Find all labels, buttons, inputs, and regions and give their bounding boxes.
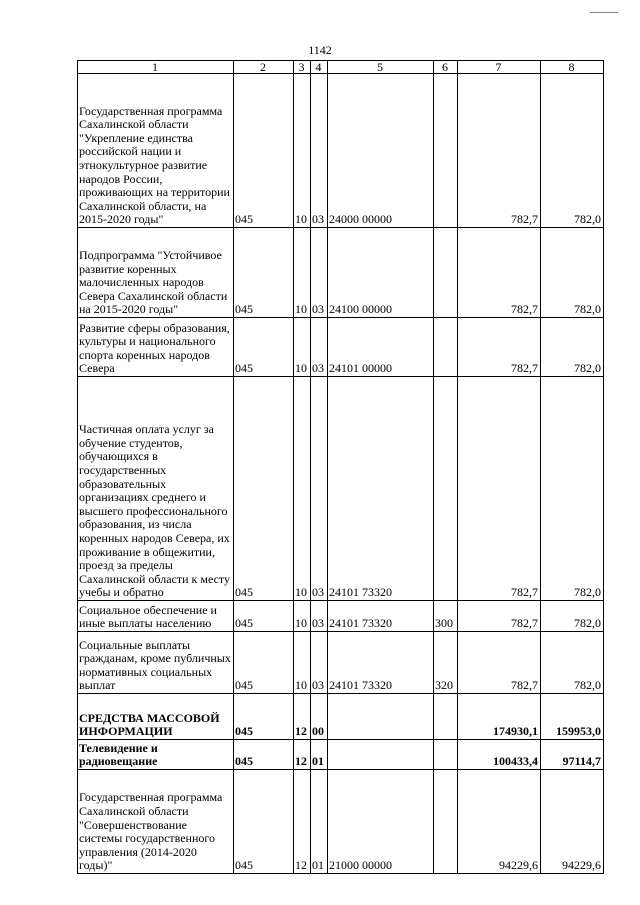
header-row: [78, 61, 604, 74]
table-row: [78, 740, 604, 770]
row-name: Телевидение и радиовещание: [78, 740, 234, 770]
row-ministry: 045: [234, 770, 294, 874]
row-amount-2019: 782,7: [458, 601, 541, 632]
row-amount-2020: 782,0: [541, 601, 604, 632]
row-ministry: 045: [234, 601, 294, 632]
row-name: Социальные выплаты гражданам, кроме публичных нормативных социальных выплат: [78, 632, 234, 694]
row-expense-type: [434, 694, 458, 740]
column-header: 4: [311, 61, 328, 74]
row-subsection: 03: [311, 632, 328, 694]
row-target: 24101 73320: [328, 377, 434, 601]
corner-mark: [590, 12, 618, 13]
row-target: 24101 73320: [328, 601, 434, 632]
row-subsection: 03: [311, 601, 328, 632]
table-row: [78, 770, 604, 874]
row-subsection: 01: [311, 740, 328, 770]
row-amount-2020: 782,0: [541, 377, 604, 601]
row-target: 24100 00000: [328, 228, 434, 318]
row-amount-2020: 94229,6: [541, 770, 604, 874]
row-amount-2020: 782,0: [541, 74, 604, 228]
row-subsection: 03: [311, 228, 328, 318]
row-subsection: 01: [311, 770, 328, 874]
table-row: [78, 377, 604, 601]
row-subsection: 00: [311, 694, 328, 740]
row-section: 12: [294, 770, 311, 874]
row-amount-2019: 94229,6: [458, 770, 541, 874]
row-target: 24101 00000: [328, 318, 434, 377]
row-section: 10: [294, 601, 311, 632]
column-header: 7: [458, 61, 541, 74]
row-amount-2020: 782,0: [541, 318, 604, 377]
row-expense-type: [434, 74, 458, 228]
column-header: 6: [434, 61, 458, 74]
row-section: 10: [294, 377, 311, 601]
row-ministry: 045: [234, 632, 294, 694]
row-subsection: 03: [311, 318, 328, 377]
row-target: 24000 00000: [328, 74, 434, 228]
row-section: 12: [294, 740, 311, 770]
row-section: 10: [294, 228, 311, 318]
row-expense-type: [434, 740, 458, 770]
row-ministry: 045: [234, 694, 294, 740]
row-amount-2020: 97114,7: [541, 740, 604, 770]
row-ministry: 045: [234, 74, 294, 228]
row-expense-type: 320: [434, 632, 458, 694]
row-amount-2019: 782,7: [458, 318, 541, 377]
row-section: 10: [294, 632, 311, 694]
row-expense-type: [434, 228, 458, 318]
row-amount-2019: 782,7: [458, 632, 541, 694]
column-header: 8: [541, 61, 604, 74]
row-ministry: 045: [234, 318, 294, 377]
row-amount-2019: 100433,4: [458, 740, 541, 770]
table-row: [78, 632, 604, 694]
row-expense-type: [434, 770, 458, 874]
row-amount-2020: 159953,0: [541, 694, 604, 740]
row-name: Социальное обеспечение и иные выплаты населению: [78, 601, 234, 632]
row-section: 10: [294, 318, 311, 377]
row-target: 24101 73320: [328, 632, 434, 694]
row-amount-2020: 782,0: [541, 632, 604, 694]
row-amount-2019: 782,7: [458, 74, 541, 228]
table-row: [78, 228, 604, 318]
row-name: Подпрограмма "Устойчивое развитие коренных малочисленных народов Севера Сахалинской области на 2015-2020 годы": [78, 228, 234, 318]
table-row: [78, 318, 604, 377]
row-target: [328, 740, 434, 770]
row-ministry: 045: [234, 377, 294, 601]
row-target: [328, 694, 434, 740]
table-row: [78, 74, 604, 228]
column-header: 5: [328, 61, 434, 74]
row-section: 12: [294, 694, 311, 740]
row-target: 21000 00000: [328, 770, 434, 874]
row-section: 10: [294, 74, 311, 228]
row-ministry: 045: [234, 740, 294, 770]
row-name: Частичная оплата услуг за обучение студентов, обучающихся в государственных образовательных организациях среднего и высшего профессионального образования, из числа коренных народов Севера, их проживание в общежитии, проезд за пределы Сахалинской области к месту учебы и обратно: [78, 377, 234, 601]
row-subsection: 03: [311, 377, 328, 601]
row-subsection: 03: [311, 74, 328, 228]
row-ministry: 045: [234, 228, 294, 318]
row-amount-2020: 782,0: [541, 228, 604, 318]
table-row: [78, 601, 604, 632]
row-name: Государственная программа Сахалинской области "Совершенствование системы государственного управления (2014-2020 годы)": [78, 770, 234, 874]
column-header: 2: [234, 61, 294, 74]
row-expense-type: [434, 318, 458, 377]
row-expense-type: [434, 377, 458, 601]
row-amount-2019: 174930,1: [458, 694, 541, 740]
row-name: Государственная программа Сахалинской области "Укрепление единства российской нации и этнокультурное развитие народов России, проживающих на территории Сахалинской области, на 2015-2020 годы": [78, 74, 234, 228]
page-number: 1142: [308, 43, 332, 57]
column-header: 3: [294, 61, 311, 74]
row-expense-type: 300: [434, 601, 458, 632]
row-name: Развитие сферы образования, культуры и национального спорта коренных народов Севера: [78, 318, 234, 377]
table-row: [78, 694, 604, 740]
budget-table: [77, 60, 604, 874]
row-name: СРЕДСТВА МАССОВОЙ ИНФОРМАЦИИ: [78, 694, 234, 740]
row-amount-2019: 782,7: [458, 377, 541, 601]
column-header: 1: [78, 61, 234, 74]
row-amount-2019: 782,7: [458, 228, 541, 318]
